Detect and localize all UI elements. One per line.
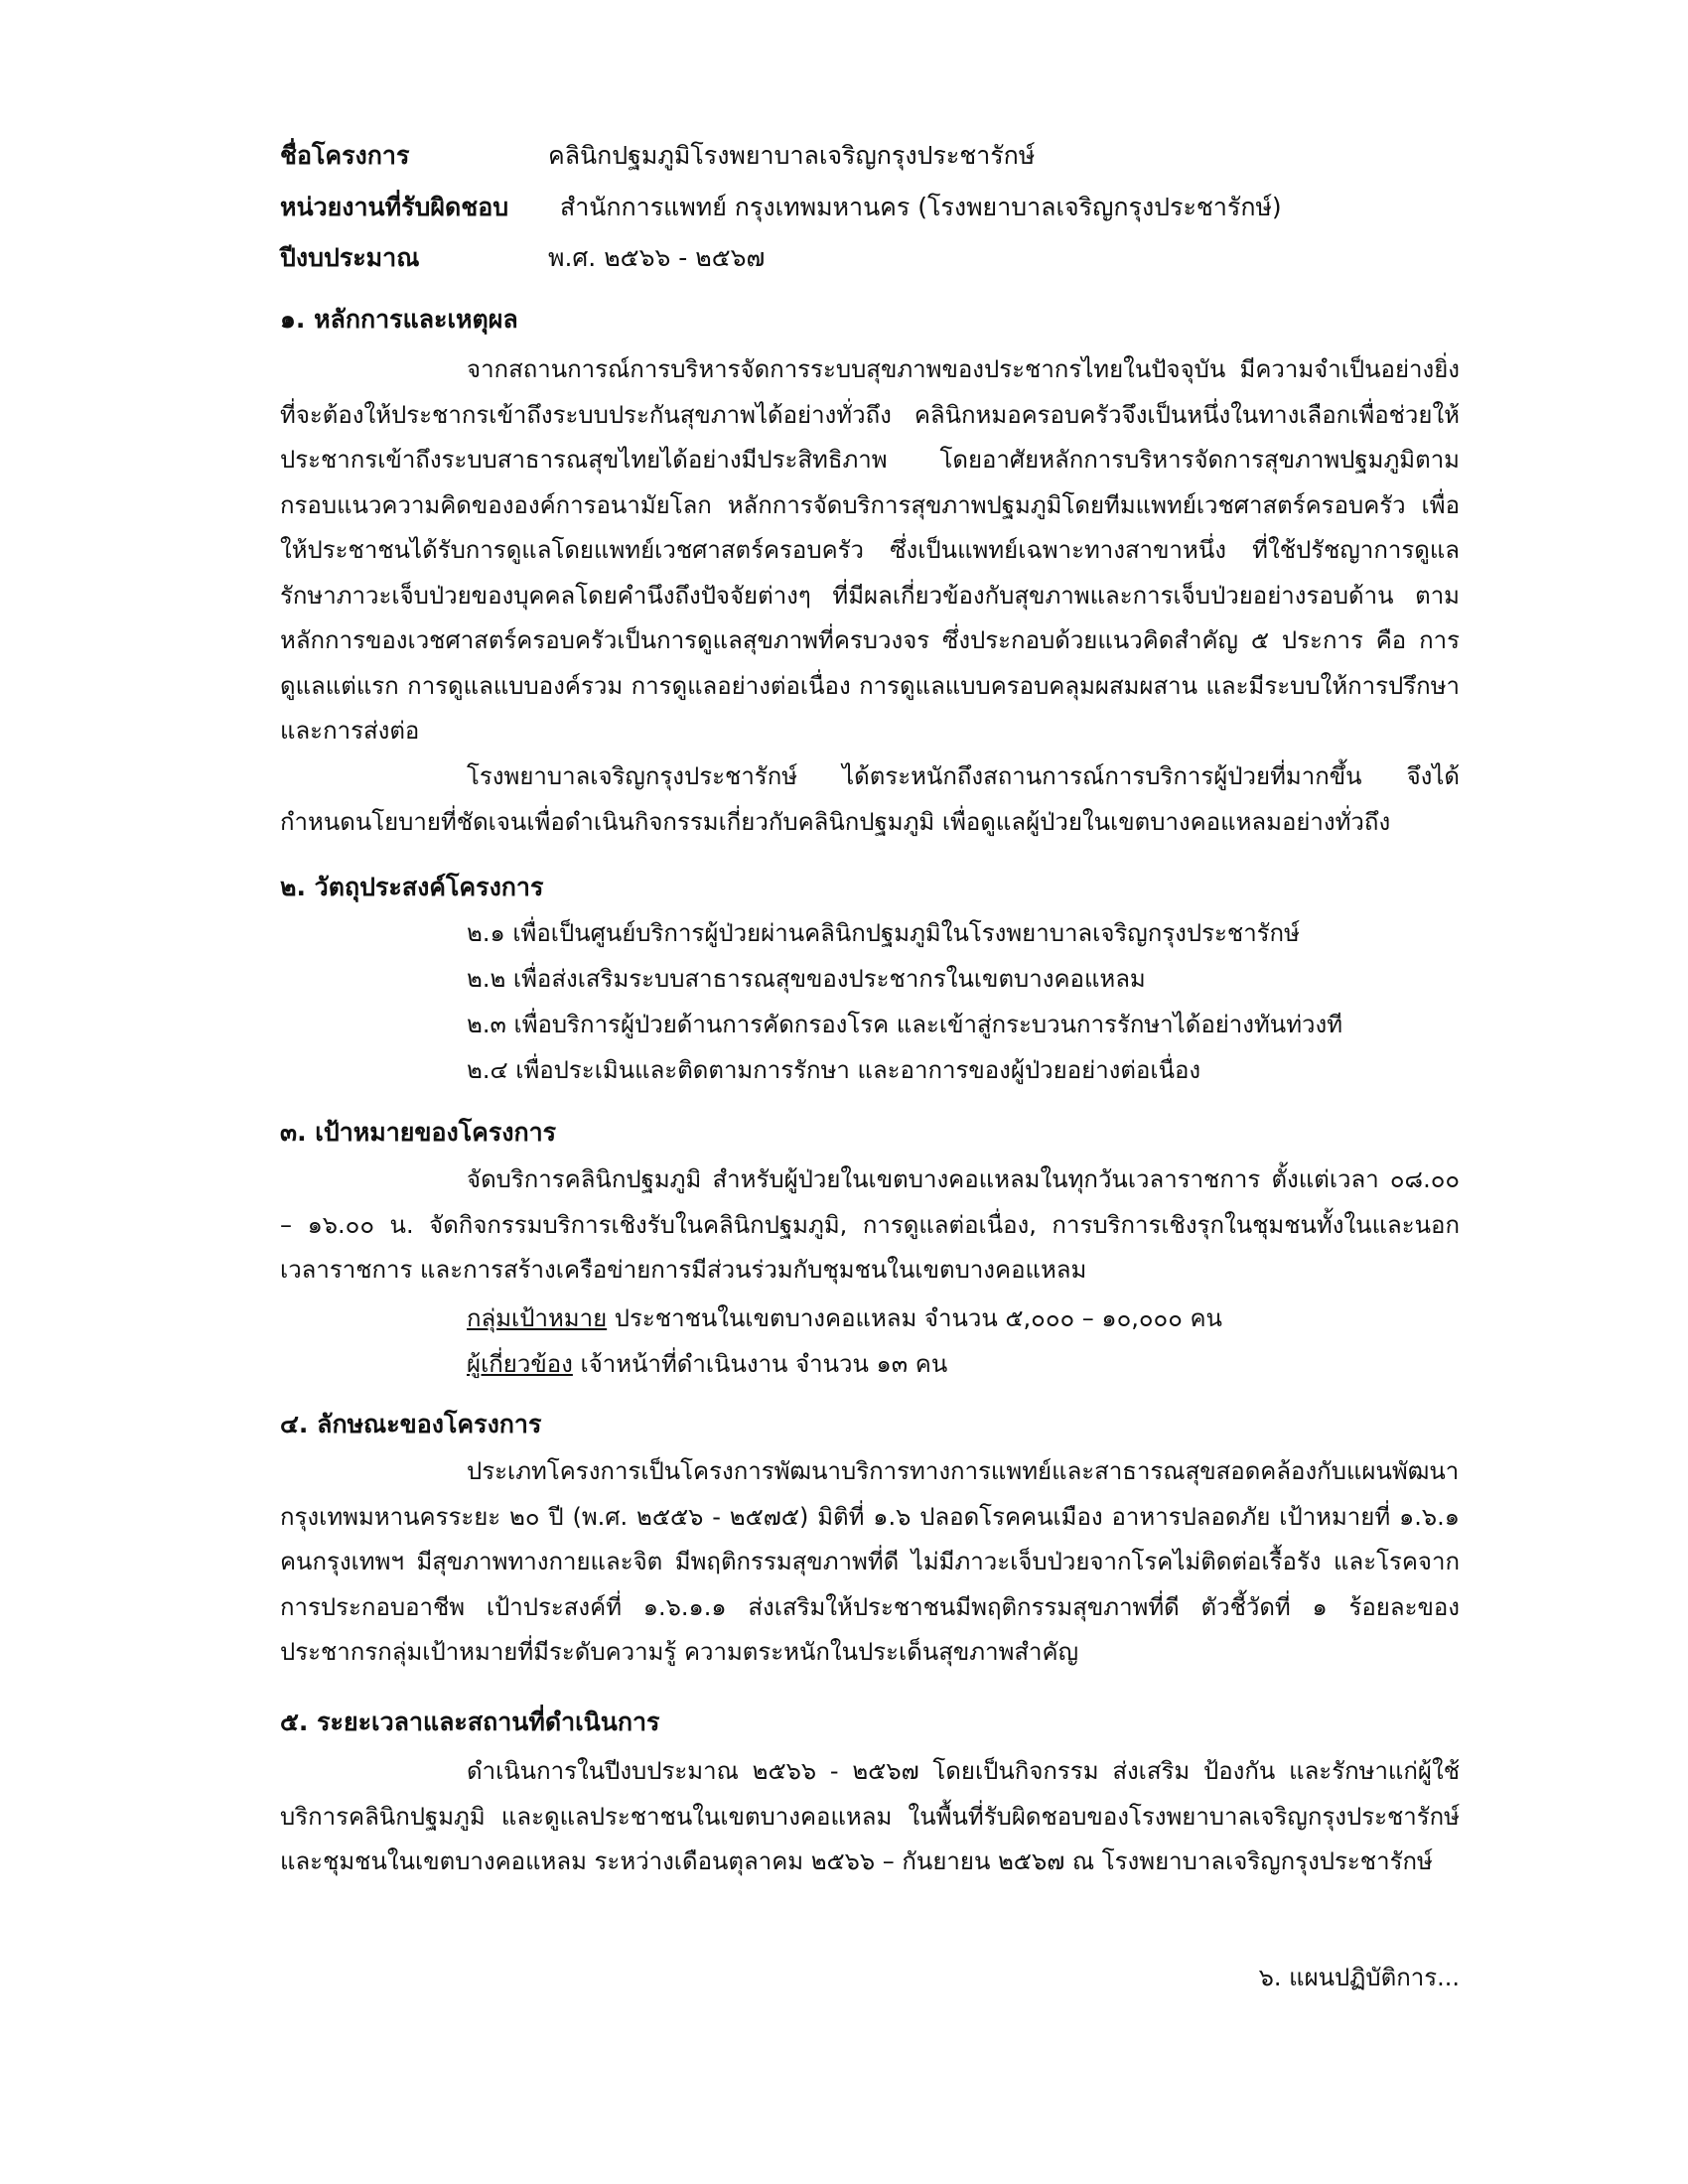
section-3-paragraph: จัดบริการคลินิกปฐมภูมิ สำหรับผู้ป่วยในเขตบางคอแหลมในทุกวันเวลาราชการ ตั้งแต่เวลา ๐๘.๐๐ – ๑๖.๐๐ น. จัดกิจกรรมบริการเชิงรับในคลินิกปฐมภูมิ, การดูแลต่อเนื่อง, การบริการเชิงรุกในชุมชนทั้งในและนอกเวลาราชการ และการสร้างเครือข่ายการมีส่วนร่วมกับชุมชนในเขตบางคอแหลม [280,1165,1460,1284]
target-group-label: กลุ่มเป้าหมาย [467,1304,608,1332]
budget-year-label: ปีงบประมาณ [280,243,420,272]
objective-item: ๒.๒ เพื่อส่งเสริมระบบสาธารณสุขของประชากรในเขตบางคอแหลม [467,965,1146,993]
section-1-paragraph-2: โรงพยาบาลเจริญกรุงประชารักษ์ ได้ตระหนักถึงสถานการณ์การบริการผู้ป่วยที่มากขึ้น จึงได้กำหนดนโยบายที่ชัดเจนเพื่อดำเนินกิจกรรมเกี่ยวกับคลินิกปฐมภูมิ เพื่อดูแลผู้ป่วยในเขตบางคอแหลมอย่างทั่วถึง [280,762,1460,836]
objective-item: ๒.๑ เพื่อเป็นศูนย์บริการผู้ป่วยผ่านคลินิกปฐมภูมิในโรงพยาบาลเจริญกรุงประชารักษ์ [467,919,1300,947]
page-continuation: ๖. แผนปฏิบัติการ... [1258,1964,1460,1991]
objective-item: ๒.๔ เพื่อประเมินและติดตามการรักษา และอาการของผู้ป่วยอย่างต่อเนื่อง [467,1056,1201,1084]
target-group-line [467,1298,1222,1338]
stakeholder-line [467,1344,947,1384]
section-1-paragraph-1: จากสถานการณ์การบริหารจัดการระบบสุขภาพของประชากรไทยในปัจจุบัน มีความจำเป็นอย่างยิ่งที่จะต้องให้ประชากรเข้าถึงระบบประกันสุขภาพได้อย่างทั่วถึง คลินิกหมอครอบครัวจึงเป็นหนึ่งในทางเลือกเพื่อช่วยให้ประชากรเข้าถึงระบบสาธารณสุขไทยได้อย่างมีประสิทธิภาพ โดยอาศัยหลักการบริหารจัดการสุขภาพปฐมภูมิตามกรอบแนวความคิดขององค์การอนามัยโลก หลักการจัดบริการสุขภาพปฐมภูมิโดยทีมแพทย์เวชศาสตร์ครอบครัว เพื่อให้ประชาชนได้รับการดูแลโดยแพทย์เวชศาสตร์ครอบครัว ซึ่งเป็นแพทย์เฉพาะทางสาขาหนึ่ง ที่ใช้ปรัชญาการดูแลรักษาภาวะเจ็บป่วยของบุคคลโดยคำนึงถึงปัจจัยต่างๆ ที่มีผลเกี่ยวข้องกับสุขภาพและการเจ็บป่วยอย่างรอบด้าน ตามหลักการของเวชศาสตร์ครอบครัวเป็นการดูแลสุขภาพที่ครบวงจร ซึ่งประกอบด้วยแนวคิดสำคัญ ๕ ประการ คือ การดูแลแต่แรก การดูแลแบบองค์รวม การดูแลอย่างต่อเนื่อง การดูแลแบบครอบคลุมผสมผสาน และมีระบบให้การปรึกษาและการส่งต่อ [280,355,1460,745]
objective-item: ๒.๓ เพื่อบริการผู้ป่วยด้านการคัดกรองโรค และเข้าสู่กระบวนการรักษาได้อย่างทันท่วงที [467,1011,1343,1038]
section-4-title: ๔. ลักษณะของโครงการ [280,1410,542,1438]
section-3-title: ๓. เป้าหมายของโครงการ [280,1118,557,1147]
agency-value: สำนักการแพทย์ กรุงเทพมหานคร (โรงพยาบาลเจริญกรุงประชารักษ์) [560,193,1282,221]
section-5-title: ๕. ระยะเวลาและสถานที่ดำเนินการ [280,1707,660,1736]
stakeholder-value: เจ้าหน้าที่ดำเนินงาน จำนวน ๑๓ คน [572,1350,948,1378]
target-group-value: ประชาชนในเขตบางคอแหลม จำนวน ๕,๐๐๐ – ๑๐,๐๐๐ คน [607,1304,1222,1332]
agency-label: หน่วยงานที่รับผิดชอบ [280,193,509,221]
budget-year-value: พ.ศ. ๒๕๖๖ - ๒๕๖๗ [548,243,766,272]
section-5-paragraph: ดำเนินการในปีงบประมาณ ๒๕๖๖ - ๒๕๖๗ โดยเป็นกิจกรรม ส่งเสริม ป้องกัน และรักษาแก่ผู้ใช้บริการคลินิกปฐมภูมิ และดูแลประชาชนในเขตบางคอแหลม ในพื้นที่รับผิดชอบของโรงพยาบาลเจริญกรุงประชารักษ์ และชุมชนในเขตบางคอแหลม ระหว่างเดือนตุลาคม ๒๕๖๖ – กันยายน ๒๕๖๗ ณ โรงพยาบาลเจริญกรุงประชารักษ์ [280,1757,1460,1875]
section-4-paragraph: ประเภทโครงการเป็นโครงการพัฒนาบริการทางการแพทย์และสาธารณสุขสอดคล้องกับแผนพัฒนากรุงเทพมหานครระยะ ๒๐ ปี (พ.ศ. ๒๕๕๖ - ๒๕๗๕) มิติที่ ๑.๖ ปลอดโรคคนเมือง อาหารปลอดภัย เป้าหมายที่ ๑.๖.๑ คนกรุงเทพฯ มีสุขภาพทางกายและจิต มีพฤติกรรมสุขภาพที่ดี ไม่มีภาวะเจ็บป่วยจากโรคไม่ติดต่อเรื้อรัง และโรคจากการประกอบอาชีพ เป้าประสงค์ที่ ๑.๖.๑.๑ ส่งเสริมให้ประชาชนมีพฤติกรรมสุขภาพที่ดี ตัวชี้วัดที่ ๑ ร้อยละของประชากรกลุ่มเป้าหมายที่มีระดับความรู้ ความตระหนักในประเด็นสุขภาพสำคัญ [280,1457,1460,1666]
project-name-value: คลินิกปฐมภูมิโรงพยาบาลเจริญกรุงประชารักษ์ [548,141,1036,170]
section-2-title: ๒. วัตถุประสงค์โครงการ [280,873,544,901]
project-name-label: ชื่อโครงการ [280,141,410,170]
section-1-title: ๑. หลักการและเหตุผล [280,305,518,334]
stakeholder-label: ผู้เกี่ยวข้อง [467,1350,573,1378]
